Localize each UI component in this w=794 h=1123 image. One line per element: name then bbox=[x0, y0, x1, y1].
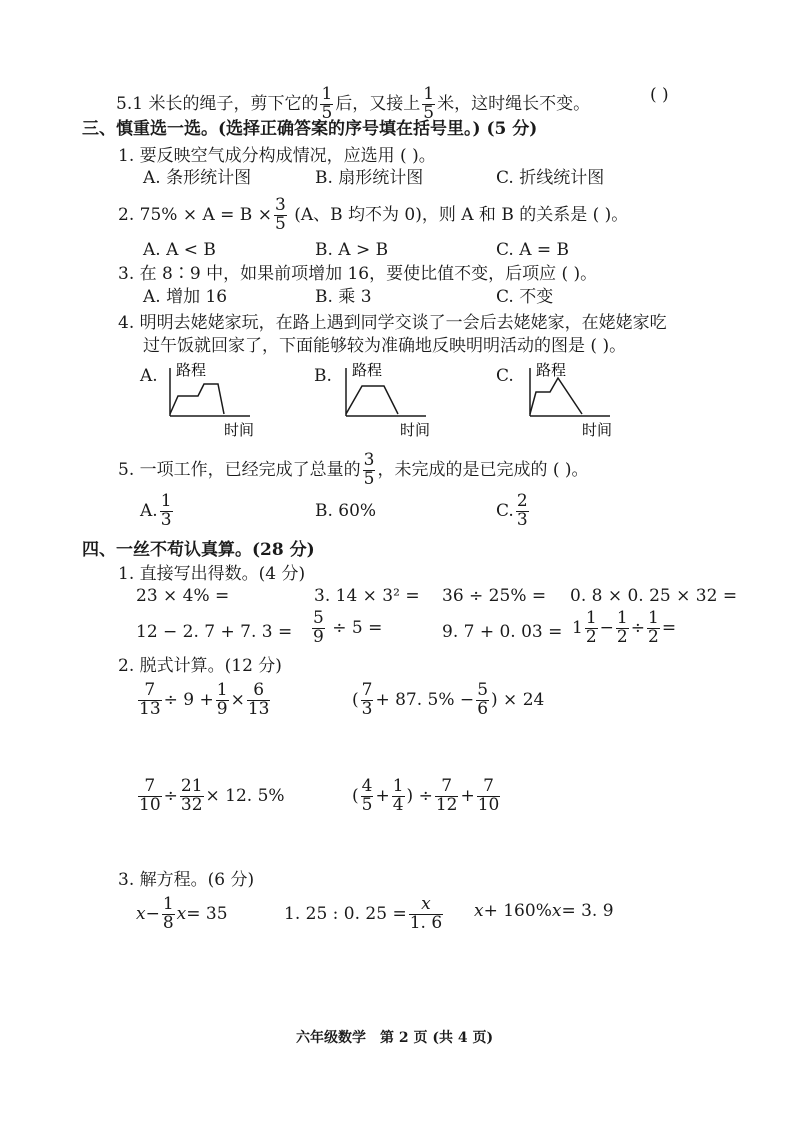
fraction: $\frac{3}{5}$ bbox=[274, 195, 286, 234]
s3-q5-option-a[interactable]: A. $\frac{1}{3}$ bbox=[140, 491, 172, 530]
fraction: $\frac{5}{9}$ bbox=[313, 608, 324, 647]
s4-q1-title: 1. 直接写出得数。(4 分) bbox=[118, 564, 306, 584]
x-axis-label: 时间 bbox=[224, 421, 255, 439]
equation[interactable]: x+ 160%x= 3. 9 bbox=[474, 901, 614, 921]
s4-q2-title: 2. 脱式计算。(12 分) bbox=[118, 656, 282, 676]
s3-q2-option-c[interactable]: C. A = B bbox=[496, 240, 570, 260]
s3-q3-option-b[interactable]: B. 乘 3 bbox=[315, 287, 372, 307]
judge-q5-text-1: 5. bbox=[116, 93, 133, 114]
option-label: B. bbox=[314, 366, 332, 386]
y-axis-label: 路程 bbox=[352, 361, 383, 379]
equation[interactable]: x− $\frac{1}{8}$ x= 35 bbox=[136, 894, 228, 933]
s3-q1-option-c[interactable]: C. 折线统计图 bbox=[496, 168, 605, 188]
answer-paren[interactable]: ( ) bbox=[650, 85, 669, 105]
s3-q4-graph-c[interactable] bbox=[496, 360, 626, 440]
expression[interactable]: $\frac{7}{10}$ ÷ $\frac{21}{32}$ × 12. 5% bbox=[139, 776, 285, 815]
s3-q4-stem-line2: 过午饭就回家了，下面能够较为准确地反映明明活动的图是 ( )。 bbox=[143, 336, 627, 356]
s3-q1-option-b[interactable]: B. 扇形统计图 bbox=[315, 168, 424, 188]
section-3-title: 三、慎重选一选。(选择正确答案的序号填在括号里。) (5 分) bbox=[82, 119, 538, 139]
x-axis-label: 时间 bbox=[400, 421, 431, 439]
option-label: A. bbox=[140, 366, 158, 386]
s4-q3-title: 3. 解方程。(6 分) bbox=[118, 870, 255, 890]
calc-item[interactable]: 12 − 2. 7 + 7. 3 = bbox=[136, 622, 293, 642]
distance-time-graph bbox=[496, 360, 626, 440]
section-4-title: 四、一丝不苟认真算。(28 分) bbox=[82, 540, 315, 560]
calc-item[interactable]: 36 ÷ 25% = bbox=[442, 586, 547, 606]
fraction: $\frac{1}{5}$ bbox=[321, 84, 333, 123]
s3-q3-option-a[interactable]: A. 增加 16 bbox=[143, 287, 228, 307]
distance-time-graph bbox=[140, 360, 270, 440]
fraction: $\frac{1}{3}$ bbox=[160, 491, 172, 530]
fraction: $\frac{2}{3}$ bbox=[516, 491, 528, 530]
calc-item[interactable]: 3. 14 × 3² = bbox=[314, 586, 420, 606]
x-axis-label: 时间 bbox=[582, 421, 613, 439]
calc-item[interactable]: 0. 8 × 0. 25 × 32 = bbox=[570, 586, 738, 606]
s3-q4-stem-line1: 4. 明明去姥姥家玩，在路上遇到同学交谈了一会后去姥姥家，在姥姥家吃 bbox=[118, 313, 667, 333]
s3-q2-option-b[interactable]: B. A > B bbox=[315, 240, 389, 260]
s3-q4-graph-b[interactable] bbox=[314, 360, 444, 440]
equation[interactable]: 1. 25 : 0. 25 = $\frac{x}{1. 6}$ bbox=[284, 894, 443, 933]
fraction: $\frac{1}{5}$ bbox=[423, 84, 435, 123]
calc-item[interactable]: 23 × 4% = bbox=[136, 586, 230, 606]
s3-q3-stem: 3. 在 8∶9 中，如果前项增加 16，要使比值不变，后项应 ( )。 bbox=[118, 264, 598, 284]
calc-item[interactable]: 9. 7 + 0. 03 = bbox=[442, 622, 563, 642]
expression[interactable]: ( $\frac{7}{3}$ + 87. 5% − $\frac{5}{6}$ ) × 24 bbox=[352, 680, 545, 719]
s3-q1-option-a[interactable]: A. 条形统计图 bbox=[143, 168, 252, 188]
expression[interactable]: $\frac{7}{13}$ ÷ 9 + $\frac{1}{9}$ × $\frac{6}{13}$ bbox=[139, 680, 270, 719]
s3-q3-option-c[interactable]: C. 不变 bbox=[496, 287, 554, 307]
distance-time-graph bbox=[314, 360, 444, 440]
s3-q2-stem: 2. 75% × A = B × $\frac{3}{5}$ (A、B 均不为 0)，则 A 和 B 的关系是 ( )。 bbox=[118, 195, 629, 234]
page-footer: 六年级数学 第 2 页 (共 4 页) bbox=[296, 1030, 494, 1046]
option-label: C. bbox=[496, 366, 514, 386]
calc-item[interactable]: $\frac{5}{9}$ ÷ 5 = bbox=[313, 608, 383, 647]
expression[interactable]: ( $\frac{4}{5}$ + $\frac{1}{4}$ ) ÷ $\frac{7}{12}$ + $\frac{7}{10}$ bbox=[352, 776, 500, 815]
fraction: $\frac{3}{5}$ bbox=[363, 450, 375, 489]
s3-q2-option-a[interactable]: A. A < B bbox=[143, 240, 216, 260]
s3-q5-option-c[interactable]: C. $\frac{2}{3}$ bbox=[496, 491, 528, 530]
s3-q5-option-b[interactable]: B. 60% bbox=[315, 501, 377, 521]
s3-q5-stem: 5. 一项工作，已经完成了总量的 $\frac{3}{5}$ ，未完成的是已完成的 ( )。 bbox=[118, 450, 589, 489]
s3-q1-stem: 1. 要反映空气成分构成情况，应选用 ( )。 bbox=[118, 146, 436, 166]
s3-q4-graph-a[interactable] bbox=[140, 360, 270, 440]
y-axis-label: 路程 bbox=[536, 361, 567, 379]
y-axis-label: 路程 bbox=[176, 361, 207, 379]
judge-q5: 5.1 米长的绳子，剪下它的 $\frac{1}{5}$ 后，又接上 $\frac{1}{5}$ 米，这时绳长不变。 bbox=[116, 84, 591, 123]
calc-item[interactable]: 1 $\frac{1}{2}$ − $\frac{1}{2}$ ÷ $\frac{1}{2}$ = bbox=[572, 608, 677, 647]
